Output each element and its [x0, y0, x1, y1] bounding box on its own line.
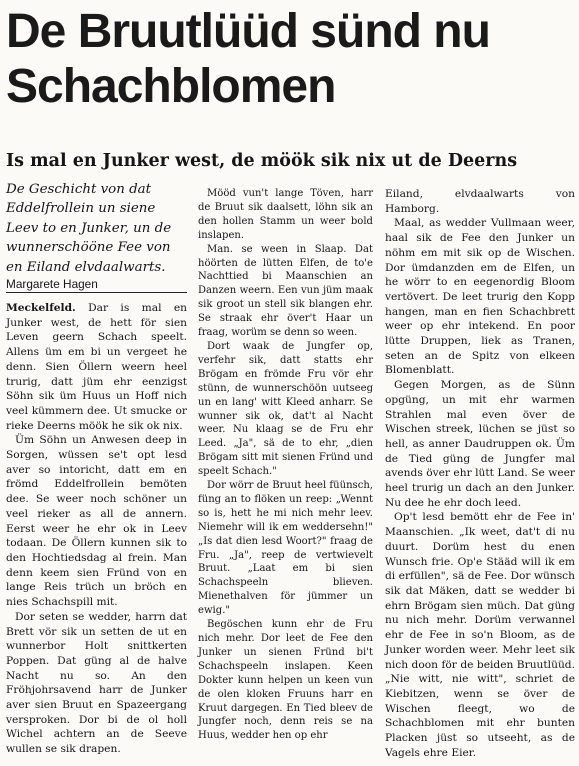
subheadline: Is mal en Junker west, de möök sik nix ut de Deerns: [6, 151, 518, 171]
body-paragraph: Dort waak de Jungfer op, verfehr sik, datt statts ehr Brögam en frömde Fru vör ehr stünn, de wunnerschöön uutseeg un en lang' witt Kleed anharr. Se wunner sik ok, dat't al Nacht weer. Nu klaag se de Fru ehr Leed. „Ja", sä de to ehr, „dien Brögam sitt mit sienen Fründ und speelt Schach.": [198, 340, 373, 478]
body-paragraph: Maal, as wedder Vullmaan weer, haal sik de Fee den Junker un nöhm em mit sik op de Wischen. Dor ümdanzden em de Elfen, un he wörr to en eegenordig Bloom vertövert. De leet trurig den Kopp hangen, man en fien Schachbrett weer op ehr intekend. En poor lütte Druppen, liek as Tranen, seten an de Spitz von elkeen Blomenblatt.: [385, 216, 575, 377]
paragraph-text: Dar is mal en Junker west, de hett för sien Leven geern Schach speelt. Allens üm em bi un vergeet he denn. Sien Öllern weern heel trurig, datt jüm ehr eenzigst Söhn sik üm Huus un Hoff nich veel kümmern dee. Ut smucke or rieke Deerns möök he sik ok nix.: [6, 301, 187, 432]
body-paragraph: Gegen Morgen, as de Sünn opgüng, un mit ehr warmen Strahlen mal even över de Wischen streek, lüchen se jüst so hell, as anner Daudruppen ok. Üm de Tied güng de Jungfer mal avends över ehr lütt Land. Se weer heel trurig un dach an den Junker. Nu dee he ehr doch leed.: [385, 378, 575, 509]
body-paragraph: Üm Söhn un Anwesen deep in Sorgen, wüssen se't opt lesd aver so intoricht, datt em en frömd Eddelfrollein bemöten dee. Se weer noch schöner un veel rieker as all de annern. Eerst weer he ehr ok in Leev todaan. De Öllern kunnen sik to den Hochtiedsdag al frein. Man denn keem sien Fründ von en lange Reis trüch un bröch en nies Schachspill mit.: [6, 433, 187, 609]
column-3: [385, 187, 575, 760]
column-1: [6, 180, 187, 757]
body-paragraph: [6, 301, 187, 433]
lead-paragraph: De Geschicht von dat Eddelfrollein un siene Leev to en Junker, un de wunnerschööne Fee von en Eiland elvdaalwarts.: [6, 182, 172, 275]
body-paragraph: Dor wörr de Bruut heel füünsch, füng an to flöken un reep: „Wennt so is, hett he mi nich mehr leev. Niemehr will ik em weddersehn!" „Is dat dien lesd Woort?" fraag de Fru. „Ja", reep de vertwievelt Bruut. „Laat em bi sien Schachspeeln blieven. Mienethalven för jümmer un ewig.": [198, 480, 373, 617]
column-2: [198, 187, 373, 743]
headline: De Bruutlüüd sünd nu Schachblomen: [6, 5, 490, 113]
body-paragraph: Dor seten se wedder, harrn dat Brett vör sik un setten de ut en wunnerbor Holt snittkerten Poppen. Dat güng al de halve Nacht nu so. An den Fröhjohrsavend harr de Junker aver sien Bruut en Spazeergang versproken. Dor bi de ol holl Wichel achtern an de Seeve wullen se sik drapen.: [6, 609, 187, 756]
body-paragraph: Eiland, elvdaalwarts von Hamborg.: [385, 187, 575, 215]
dateline: Meckelfeld.: [6, 301, 76, 315]
body-paragraph: Mööd vun't lange Töven, harr de Bruut sik daalsett, löhn sik an den hollen Stamm un weer bold inslapen.: [198, 188, 373, 241]
body-paragraph: Man. se ween in Slaap. Dat höörten de lütten Elfen, de to'e Nachttied bi Maanschien an Danzen weern. Een vun jüm maak sik groot un stell sik blangen ehr. Se straak ehr över't Haar un fraag, worüm se denn so ween.: [198, 243, 373, 339]
byline: Margarete Hagen: [6, 277, 187, 293]
body-paragraph: Op't lesd bemött ehr de Fee in' Maanschien. „Ik weet, dat't di nu duurt. Dorüm hest du enen Wunsch frie. Op'e Stääd will ik em di erfüllen", sä de Fee. Dor wünsch sik dat Mäken, datt se wedder bi ehrn Brögam sien müch. Dat güng nu nich mehr. Dorüm verwannel ehr de Fee in so'n Bloom, as de Junker worden weer. Mehr leet sik nich doon för de beiden Bruutlüüd. „Nie witt, nie witt", schriet de Kiebitzen, wenn se över de Wischen fleegt, wo de Schachblomen mit ehr bunten Placken jüst so utseeht, as de Vagels ehre Eier.: [385, 510, 575, 759]
body-paragraph: Begöschen kunn ehr de Fru nich mehr. Dor leet de Fee den Junker un sienen Fründ bi't Schachspeeln inslapen. Keen Dokter kunn helpen un keen vun de olen kloken Fruuns harr en Kruut dargegen. En Tied bleev de Jungfer noch, denn reis se na Huus, wedder hen op ehr: [198, 619, 373, 742]
